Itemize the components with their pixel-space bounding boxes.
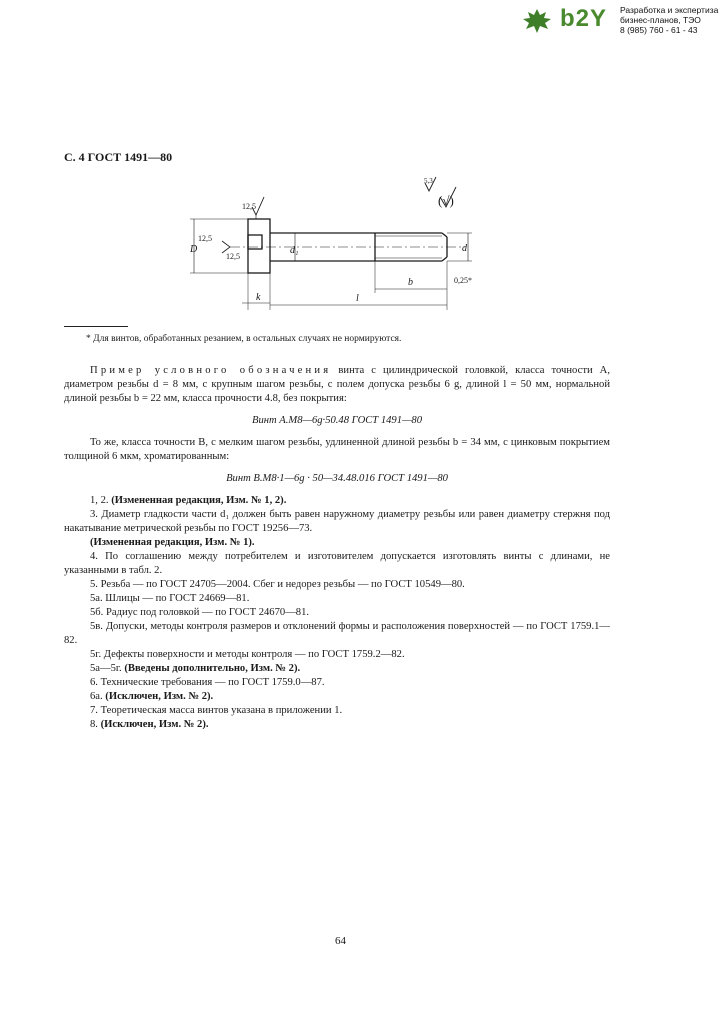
brand-logo xyxy=(520,4,720,36)
item-1-2-note: (Измененная редакция, Изм. № 1, 2). xyxy=(111,495,287,506)
example-text: винта с цилиндрической головкой, класса точности А, диаметром резьбы d = 8 мм, с крупным шагом резьбы, с полем допуска резьбы 6 g, длиной l = 50 мм, нормальной длиной резьбы b = 22 мм, класса прочности 4.8, без покрытия: xyxy=(64,365,610,404)
designation-2: Винт В.М8·1—6g · 50—34.48.016 ГОСТ 1491—80 xyxy=(226,473,448,484)
item-5b: 5б. Радиус под головкой — по ГОСТ 24670—81. xyxy=(90,607,310,618)
dim-b: b xyxy=(408,277,413,288)
item-1-2-number: 1, 2. xyxy=(90,495,112,506)
item-5g: 5г. Дефекты поверхности и методы контроля — по ГОСТ 1759.2—82. xyxy=(90,649,405,660)
item-5a-5g-number: 5а—5г. xyxy=(90,663,125,674)
roughness-top: 12,5 xyxy=(242,202,256,211)
item-8-note: (Исключен, Изм. № 2). xyxy=(100,719,209,730)
dim-d1: d₁ xyxy=(290,245,299,256)
item-6a-note: (Исключен, Изм. № 2). xyxy=(105,691,214,702)
dim-d: d xyxy=(462,243,467,254)
item-6a-number: 6а. xyxy=(90,691,106,702)
brand-tagline: Разработка и экспертиза бизнес-планов, ТЭО 8 (985) 760 - 61 - 43 xyxy=(620,5,719,35)
roughness-general: (√) xyxy=(438,193,454,208)
example-heading: Пример условного обозначения xyxy=(90,365,332,376)
chamfer-label: 0,25* xyxy=(454,276,472,285)
item-8 xyxy=(64,718,610,732)
screw-drawing xyxy=(170,175,480,315)
document-body xyxy=(64,364,610,732)
paragraph-2: То же, класса точности В, с мелким шагом резьбы, удлиненной длиной резьбы b = 34 мм, с цинковым покрытием толщиной 6 мкм, хроматированным: xyxy=(64,437,610,462)
example-paragraph xyxy=(64,364,610,406)
leaf-icon xyxy=(522,8,552,34)
item-5a-5g-note: (Введены дополнительно, Изм. № 2). xyxy=(124,663,301,674)
dim-k: k xyxy=(256,292,261,303)
footnote: * Для винтов, обработанных резанием, в остальных случаях не нормируются. xyxy=(86,334,402,344)
item-3-note: (Измененная редакция, Изм. № 1). xyxy=(90,537,255,548)
item-6: 6. Технические требования — по ГОСТ 1759.0—87. xyxy=(90,677,325,688)
dim-l: l xyxy=(356,293,359,304)
item-5v: 5в. Допуски, методы контроля размеров и отклонений формы и расположения поверхностей — по ГОСТ 1759.1—82. xyxy=(64,621,610,646)
roughness-general-value: 5,3 xyxy=(424,177,433,185)
item-5a: 5а. Шлицы — по ГОСТ 24669—81. xyxy=(90,593,250,604)
item-8-number: 8. xyxy=(90,719,101,730)
roughness-slot: 12,5 xyxy=(226,252,240,261)
designation-1: Винт А.М8—6g·50.48 ГОСТ 1491—80 xyxy=(251,415,423,426)
item-5a-5g xyxy=(64,662,610,676)
page-header: С. 4 ГОСТ 1491—80 xyxy=(64,150,173,164)
brand-name: b2Y xyxy=(560,5,608,32)
page-number: 64 xyxy=(335,935,346,947)
item-3: 3. Диаметр гладкости части d₁ должен быть равен наружному диаметру резьбы или равен диаметру стержня под накатывание метрической резьбы по ГОСТ 19256—73. xyxy=(64,509,610,534)
item-4: 4. По соглашению между потребителем и изготовителем допускается изготовлять винты с длинами, не указанными в табл. 2. xyxy=(64,551,610,576)
item-6a xyxy=(64,690,610,704)
footnote-divider xyxy=(64,326,128,327)
roughness-head: 12,5 xyxy=(198,234,212,243)
dim-D: D xyxy=(190,244,198,255)
item-5: 5. Резьба — по ГОСТ 24705—2004. Сбег и недорез резьбы — по ГОСТ 10549—80. xyxy=(90,579,465,590)
item-1-2 xyxy=(64,494,610,508)
item-7: 7. Теоретическая масса винтов указана в приложении 1. xyxy=(90,705,343,716)
